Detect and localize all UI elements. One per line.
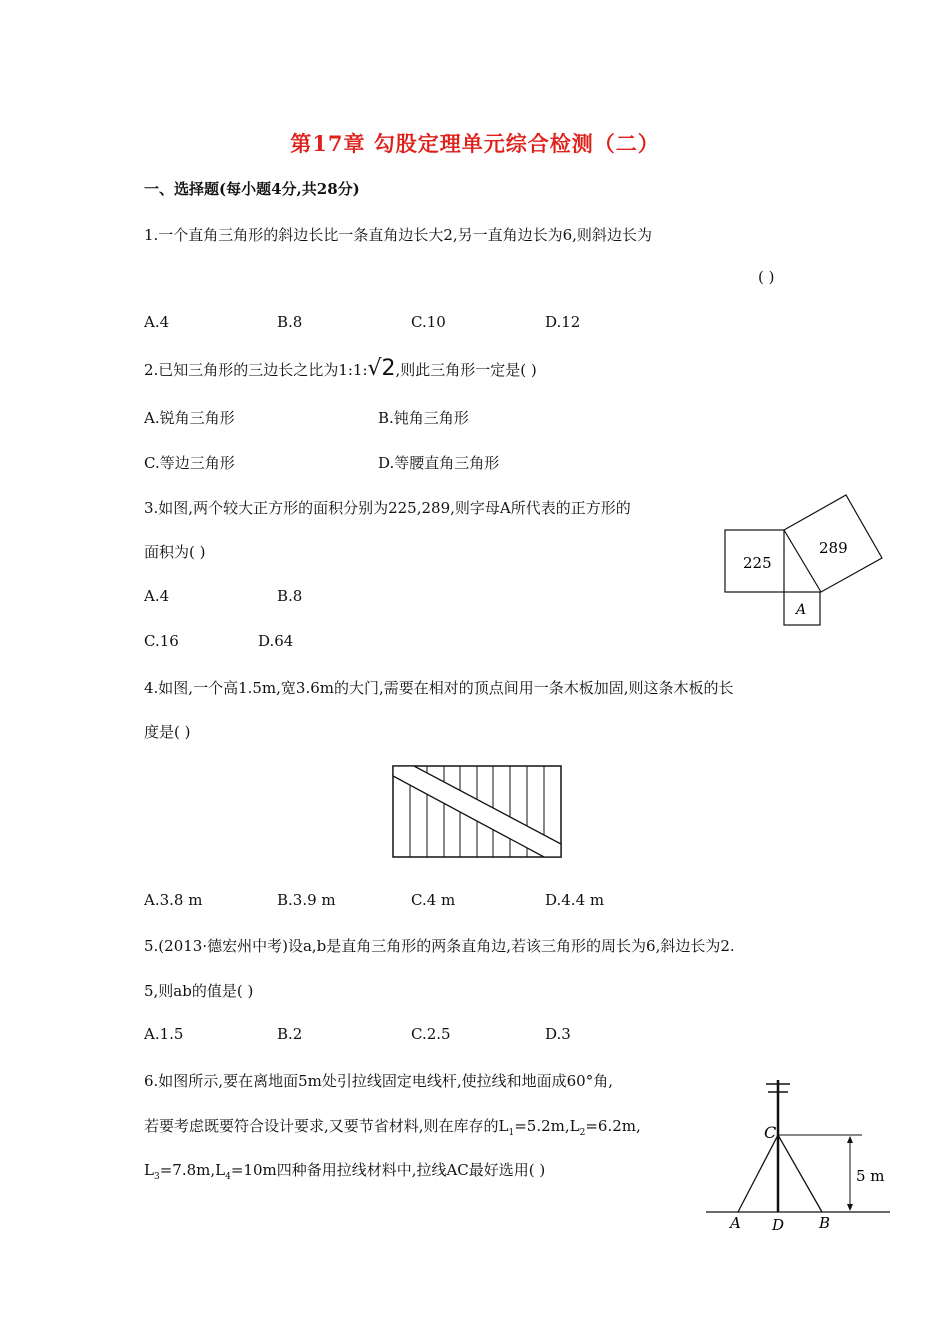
page-title: 第17章 勾股定理单元综合检测（二） bbox=[290, 131, 660, 156]
q6-line2-part-c: =6.2m, bbox=[585, 1117, 641, 1135]
subscript-2: 2 bbox=[579, 1128, 586, 1138]
q1-option-b: B.8 bbox=[277, 313, 303, 331]
q1-option-a: A.4 bbox=[144, 313, 170, 331]
q1-text: 1.一个直角三角形的斜边长比一条直角边长大2,另一直角边长为6,则斜边长为 bbox=[144, 226, 652, 244]
q2-text-before: 2.已知三角形的三边长之比为1:1: bbox=[144, 361, 368, 379]
q2-option-d: D.等腰直角三角形 bbox=[378, 454, 500, 472]
q5-line1: 5.(2013·德宏州中考)设a,b是直角三角形的两条直角边,若该三角形的周长为6,斜边长为2. bbox=[144, 937, 735, 955]
subscript-3: 3 bbox=[153, 1172, 160, 1182]
q6-line2-part-a: 若要考虑既要符合设计要求,又要节省材料,则在库存的L bbox=[144, 1117, 509, 1135]
arrow-down bbox=[847, 1204, 853, 1211]
subscript-1: 1 bbox=[508, 1128, 515, 1138]
q3-line2: 面积为( ) bbox=[144, 543, 206, 561]
q2-option-b: B.钝角三角形 bbox=[378, 409, 469, 427]
q5-line2: 5,则ab的值是( ) bbox=[144, 982, 254, 1000]
q6-line3-part-b: =7.8m,L bbox=[159, 1161, 226, 1179]
q1-answer-bracket: ( ) bbox=[758, 268, 775, 286]
q5-option-c: C.2.5 bbox=[411, 1025, 451, 1043]
label-a: A bbox=[796, 602, 807, 618]
q2-text bbox=[144, 356, 537, 381]
wire-ac bbox=[738, 1135, 778, 1212]
q5-option-b: B.2 bbox=[277, 1025, 303, 1043]
q3-option-c: C.16 bbox=[144, 632, 179, 650]
sqrt-two: √2 bbox=[367, 356, 396, 381]
label-c: C bbox=[764, 1123, 777, 1142]
q5-option-d: D.3 bbox=[545, 1025, 571, 1043]
wire-bc bbox=[778, 1135, 822, 1212]
arrow-up bbox=[847, 1136, 853, 1143]
q4-option-c: C.4 m bbox=[411, 891, 456, 909]
q2-option-a: A.锐角三角形 bbox=[144, 409, 235, 427]
q3-line1: 3.如图,两个较大正方形的面积分别为225,289,则字母A所代表的正方形的 bbox=[144, 499, 631, 517]
q1-option-c: C.10 bbox=[411, 313, 446, 331]
label-a: A bbox=[730, 1214, 741, 1232]
q1-option-d: D.12 bbox=[545, 313, 581, 331]
q5-option-a: A.1.5 bbox=[144, 1025, 184, 1043]
q4-option-b: B.3.9 m bbox=[277, 891, 336, 909]
q4-line2: 度是( ) bbox=[144, 723, 191, 741]
q2-text-after: ,则此三角形一定是( ) bbox=[395, 361, 537, 379]
q6-line3-part-a: L bbox=[144, 1161, 154, 1179]
label-289: 289 bbox=[819, 539, 848, 557]
gate-figure bbox=[392, 764, 564, 860]
q6-line2 bbox=[144, 1115, 641, 1138]
q6-line1: 6.如图所示,要在离地面5m处引拉线固定电线杆,使拉线和地面成60°角, bbox=[144, 1072, 613, 1090]
q4-option-d: D.4.4 m bbox=[545, 891, 605, 909]
label-b: B bbox=[819, 1214, 831, 1232]
q3-option-d: D.64 bbox=[258, 632, 294, 650]
section-heading: 一、选择题(每小题4分,共28分) bbox=[144, 180, 360, 198]
subscript-4: 4 bbox=[225, 1172, 231, 1182]
pole-figure bbox=[700, 1070, 900, 1235]
label-d: D bbox=[772, 1216, 785, 1234]
label-225: 225 bbox=[743, 554, 772, 572]
label-5m: 5 m bbox=[856, 1167, 885, 1185]
q4-line1: 4.如图,一个高1.5m,宽3.6m的大门,需要在相对的顶点间用一条木板加固,则这条木板的长 bbox=[144, 679, 734, 697]
q3-option-a: A.4 bbox=[144, 587, 170, 605]
q6-line3-part-c: =10m四种备用拉线材料中,拉线AC最好选用( ) bbox=[230, 1161, 546, 1179]
q2-option-c: C.等边三角形 bbox=[144, 454, 235, 472]
q3-option-b: B.8 bbox=[277, 587, 303, 605]
q4-option-a: A.3.8 m bbox=[144, 891, 203, 909]
q3-squares-figure bbox=[715, 485, 895, 635]
q6-line2-part-b: =5.2m,L bbox=[514, 1117, 580, 1135]
q6-line3 bbox=[144, 1159, 545, 1182]
